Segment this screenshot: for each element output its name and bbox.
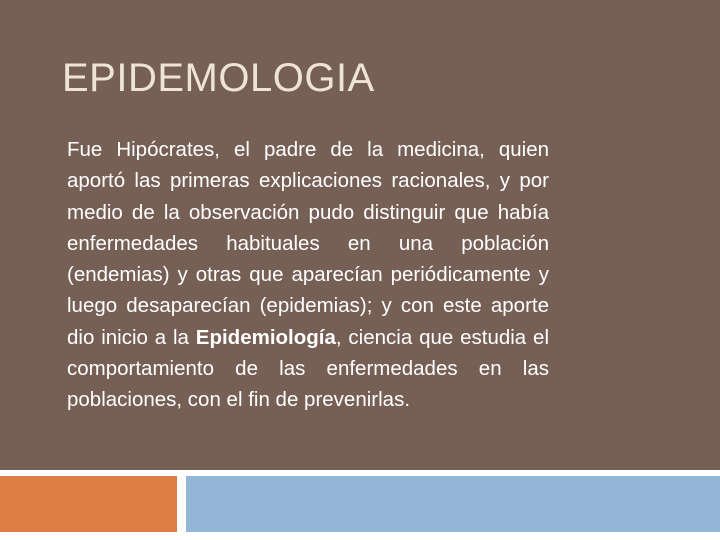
slide-body-text [67, 134, 549, 416]
body-text-bold-term: Epidemiología [195, 325, 336, 349]
orange-footer-block [0, 476, 177, 532]
slide-title: EPIDEMOLOGIA [62, 56, 375, 100]
body-text-part-1: Fue Hipócrates, el padre de la medicina, quien aportó las primeras explicaciones racionales, y por medio de la observación pudo distinguir que había enfermedades habituales en una población (endemias) y otras que aparecían periódicamente y luego desaparecían (epidemias); y con este aporte dio inicio a la [67, 138, 549, 349]
blue-footer-block [186, 476, 720, 532]
body-text-part-2: , ciencia que estudia el comportamiento de las enfermedades en las poblaciones, con el fin de prevenirlas. [67, 325, 549, 412]
